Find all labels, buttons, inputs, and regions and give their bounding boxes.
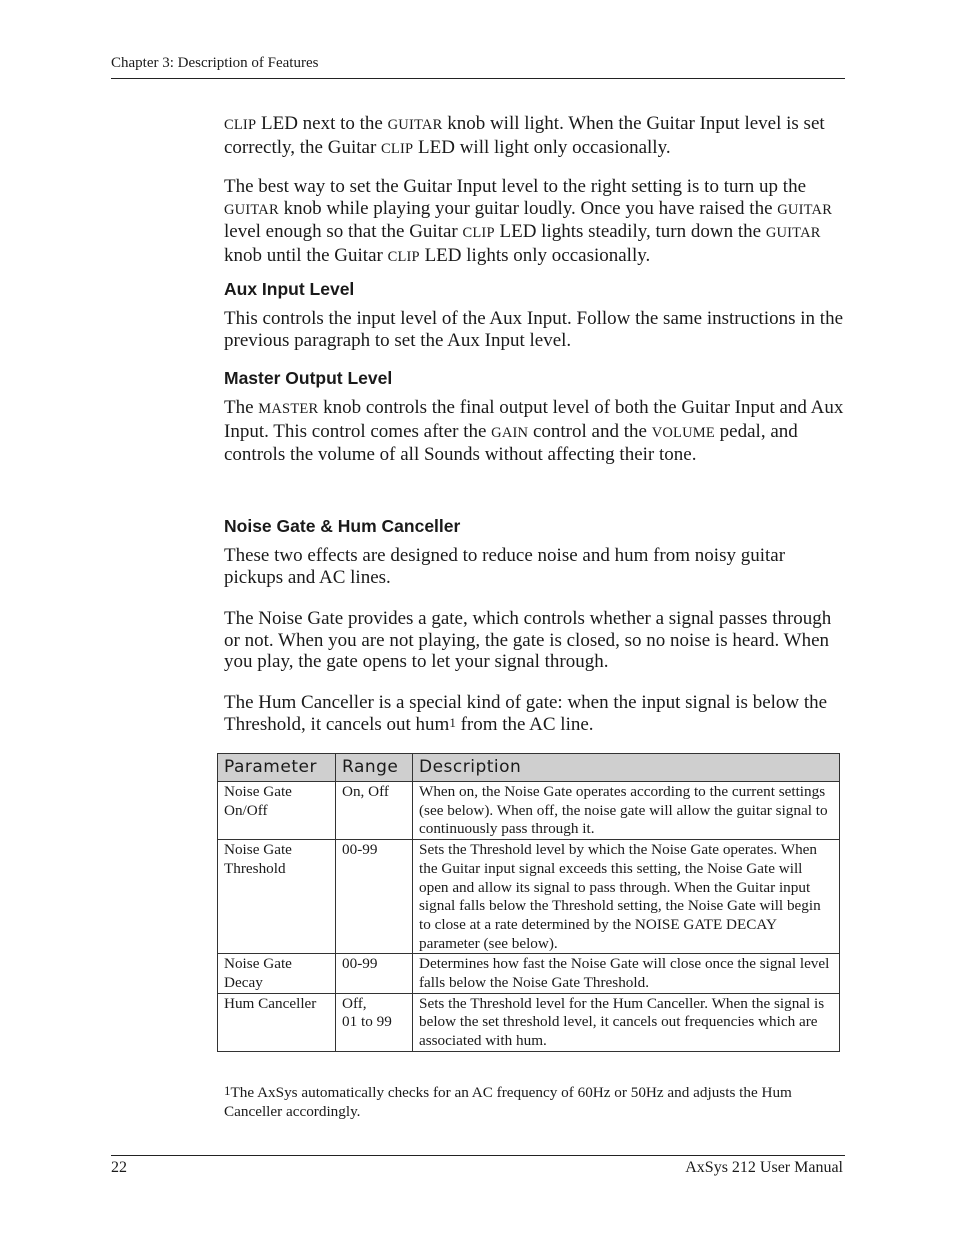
range-cell: Off, 01 to 99 [336, 993, 413, 1051]
column-header-parameter: Parameter [218, 754, 336, 782]
description-cell: Sets the Threshold level for the Hum Canceller. When the signal is below the set threshold level, it cancels out frequencies which are associated with hum. [413, 993, 840, 1051]
paragraph-best-way: The best way to set the Guitar Input level to the right setting is to turn up the GUITAR knob while playing your guitar loudly. Once you have raised the GUITAR level enough so that the Guitar CLIP LED lights steadily, turn down the GUITAR knob until the Guitar CLIP LED lights only occasionally. [224, 176, 833, 266]
heading-aux-input-level: Aux Input Level [224, 279, 355, 299]
paragraph-guitar-clip: CLIP LED next to the GUITAR knob will light. When the Guitar Input level is set correctly, the Guitar CLIP LED will light only occasionally. [224, 113, 825, 158]
table-row [218, 954, 840, 993]
parameter-table [217, 753, 840, 1052]
footnote [224, 1083, 844, 1121]
description-cell: Sets the Threshold level by which the Noise Gate operates. When the Guitar input signal exceeds this setting, the Noise Gate will open and allow its signal to pass through. When the Guitar input signal falls below the Threshold setting, the Noise Gate will begin to close at a rate determined by the NOISE GATE DECAY parameter (see below). [413, 840, 840, 954]
heading-master-output-level: Master Output Level [224, 368, 393, 388]
table-row [218, 993, 840, 1051]
running-header: Chapter 3: Description of Features [111, 55, 319, 71]
table-row [218, 840, 840, 954]
param-cell: Noise Gate On/Off [218, 782, 336, 840]
clip-label: CLIP [224, 117, 257, 133]
description-cell: Determines how fast the Noise Gate will close once the signal level falls below the Noise Gate Threshold. [413, 954, 840, 993]
param-cell: Noise Gate Threshold [218, 840, 336, 954]
manual-title: AxSys 212 User Manual [685, 1159, 843, 1176]
column-header-description: Description [413, 754, 840, 782]
column-header-range: Range [336, 754, 413, 782]
header-rule [111, 78, 845, 79]
footnote-mark: 1 [224, 1083, 231, 1098]
range-cell: 00-99 [336, 840, 413, 954]
paragraph-noise-gate: The Noise Gate provides a gate, which controls whether a signal passes through or not. When you are not playing, the gate is closed, so no noise is heard. When you play, the gate opens to let your signal through. [224, 608, 832, 672]
paragraph-master: The MASTER knob controls the final output level of both the Guitar Input and Aux Input. This control comes after the GAIN control and the VOLUME pedal, and controls the volume of all Sounds without affecting their tone. [224, 397, 844, 465]
param-cell: Noise Gate Decay [218, 954, 336, 993]
footnote-text: The AxSys automatically checks for an AC frequency of 60Hz or 50Hz and adjusts the Hum Canceller accordingly. [224, 1084, 792, 1120]
page-number: 22 [111, 1159, 127, 1176]
paragraph-aux: This controls the input level of the Aux Input. Follow the same instructions in the previous paragraph to set the Aux Input level. [224, 308, 844, 351]
param-cell: Hum Canceller [218, 993, 336, 1051]
heading-noise-gate-hum-canceller: Noise Gate & Hum Canceller [224, 516, 461, 536]
table-row [218, 782, 840, 840]
range-cell: 00-99 [336, 954, 413, 993]
footer-rule [111, 1155, 845, 1156]
guitar-label: GUITAR [387, 117, 443, 133]
description-cell: When on, the Noise Gate operates according to the current settings (see below). When off, the noise gate will allow the guitar signal to continuously pass through it. [413, 782, 840, 840]
table-header-row [218, 754, 840, 782]
paragraph-noise-intro: These two effects are designed to reduce noise and hum from noisy guitar pickups and AC lines. [224, 545, 786, 588]
clip-label: CLIP [381, 140, 414, 157]
footnote-ref: 1 [449, 714, 456, 730]
paragraph-hum-canceller: The Hum Canceller is a special kind of gate: when the input signal is below the Threshold, it cancels out hum$^1$ from the AC line. [224, 692, 828, 735]
range-cell: On, Off [336, 782, 413, 840]
